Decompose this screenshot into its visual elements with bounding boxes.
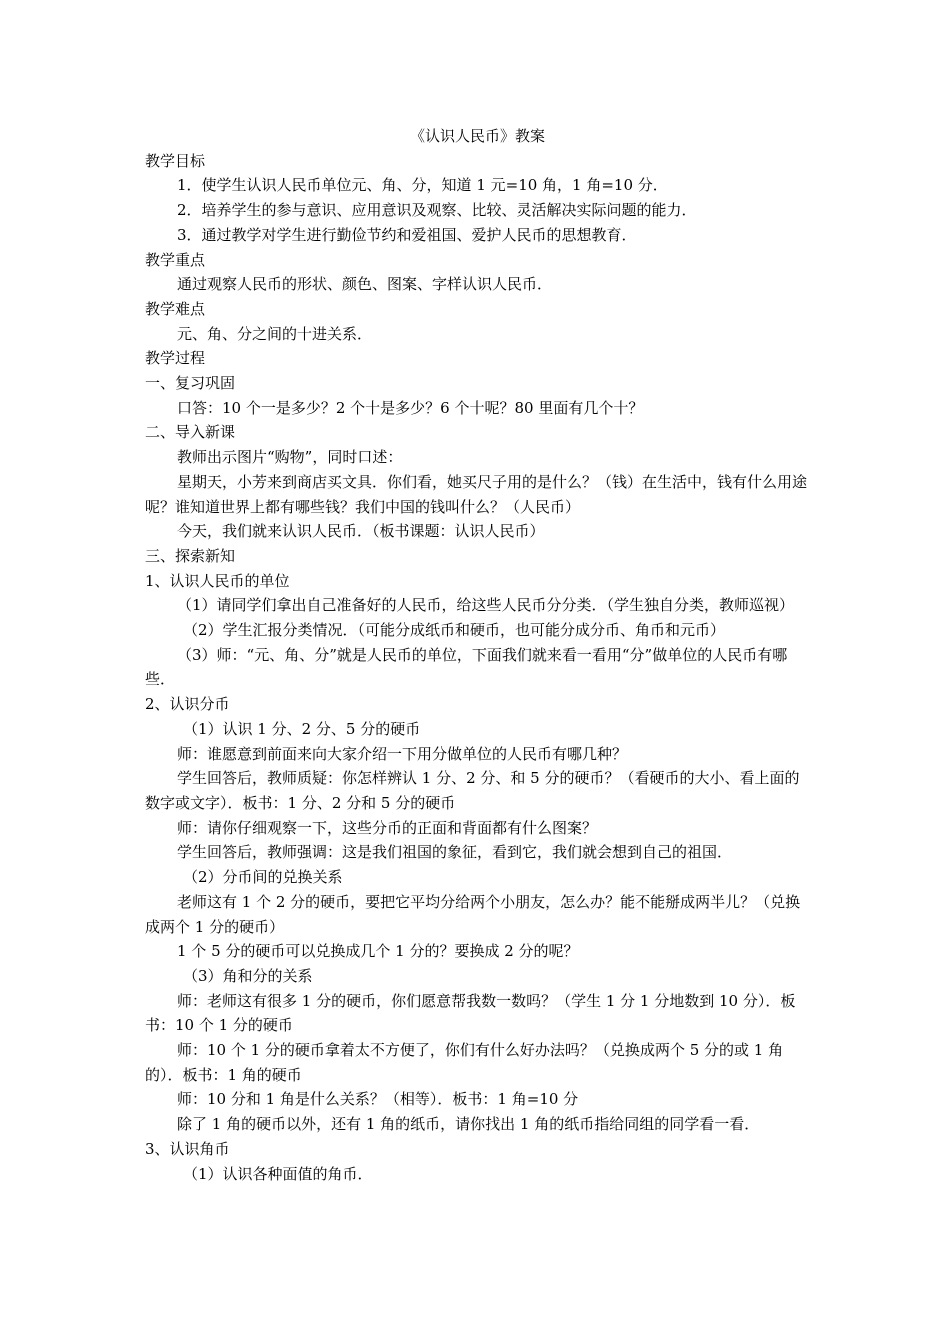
section-heading: 三、探索新知: [145, 546, 236, 565]
section-heading: 一、复习巩固: [145, 374, 236, 393]
section-heading: 1、认识人民币的单位: [145, 571, 290, 590]
paragraph-line: （3）角和分的关系: [183, 966, 313, 985]
paragraph-line: 学生回答后，教师强调：这是我们祖国的象征，看到它，我们就会想到自己的祖国．: [177, 843, 733, 862]
paragraph-line: 师：谁愿意到前面来向大家介绍一下用分做单位的人民币有哪几种？: [177, 744, 628, 763]
paragraph-line: 师：10 个 1 分的硬币拿着太不方便了，你们有什么好办法吗？（兑换成两个 5 分的或 1 角的）．板书：1 角的硬币: [145, 1041, 784, 1084]
paragraph-line: 师：10 分和 1 角是什么关系？（相等）．板书：1 角=10 分: [177, 1090, 579, 1109]
section-heading: 3、认识角币: [145, 1139, 230, 1158]
paragraph-line: 师：老师这有很多 1 分的硬币，你们愿意帮我数一数吗？（学生 1 分 1 分地数到 10 分）．板书：10 个 1 分的硬币: [145, 991, 796, 1035]
section-heading: 教学目标: [145, 151, 206, 170]
section-heading: 教学过程: [145, 349, 206, 368]
document-body: [145, 149, 810, 1187]
paragraph-line: 师：请你仔细观察一下，这些分币的正面和背面都有什么图案？: [177, 818, 598, 837]
paragraph-line: （2）学生汇报分类情况．（可能分成纸币和硬币，也可能分成分币、角币和元币）: [183, 621, 726, 640]
paragraph-line: 1 个 5 分的硬币可以兑换成几个 1 分的？要换成 2 分的呢？: [177, 942, 579, 961]
paragraph-line: 今天，我们就来认识人民币．（板书课题：认识人民币）: [177, 522, 545, 541]
paragraph-line: 老师这有 1 个 2 分的硬币，要把它平均分给两个小朋友，怎么办？能不能掰成两半儿？（兑换成两个 1 分的硬币）: [145, 892, 801, 936]
paragraph-line: （1）请同学们拿出自己准备好的人民币，给这些人民币分分类．（学生独自分类，教师巡视）: [177, 596, 795, 615]
paragraph-line: （2）分币间的兑换关系: [183, 868, 343, 887]
section-heading: 二、导入新课: [145, 423, 236, 442]
paragraph-line: 3．通过教学对学生进行勤俭节约和爱祖国、爱护人民币的思想教育．: [177, 225, 637, 244]
section-heading: 教学重点: [145, 250, 206, 269]
paragraph-line: （1）认识各种面值的角币．: [183, 1164, 373, 1183]
paragraph-line: 2．培养学生的参与意识、应用意识及观察、比较、灵活解决实际问题的能力．: [177, 201, 697, 220]
paragraph-line: 口答：10 个一是多少？2 个十是多少？6 个十呢？80 里面有几个十？: [177, 398, 644, 417]
section-heading: 2、认识分币: [145, 695, 230, 714]
paragraph-line: （1）认识 1 分、2 分、5 分的硬币: [183, 719, 421, 738]
document-title: 《认识人民币》教案: [409, 127, 545, 145]
paragraph-line: 元、角、分之间的十进关系．: [177, 324, 373, 343]
paragraph-line: 学生回答后，教师质疑：你怎样辨认 1 分、2 分、和 5 分的硬币？（看硬币的大小、看上面的数字或文字）．板书：1 分、2 分和 5 分的硬币: [145, 769, 800, 812]
paragraph-line: 1．使学生认识人民币单位元、角、分，知道 1 元=10 角，1 角=10 分．: [177, 176, 668, 195]
lesson-plan-page: [145, 124, 810, 1186]
section-heading: 教学难点: [145, 299, 206, 318]
paragraph-line: 除了 1 角的硬币以外，还有 1 角的纸币，请你找出 1 角的纸币指给同组的同学看一看．: [177, 1115, 760, 1134]
paragraph-line: 通过观察人民币的形状、颜色、图案、字样认识人民币．: [177, 275, 553, 294]
paragraph-line: 教师出示图片“购物”，同时口述：: [177, 448, 403, 467]
paragraph-line: （3）师：“元、角、分”就是人民币的单位，下面我们就来看一看用“分”做单位的人民币有哪些．: [145, 645, 788, 689]
paragraph-line: 星期天，小芳来到商店买文具．你们看，她买尺子用的是什么？（钱）在生活中，钱有什么用途呢？谁知道世界上都有哪些钱？我们中国的钱叫什么？（人民币）: [145, 472, 808, 516]
